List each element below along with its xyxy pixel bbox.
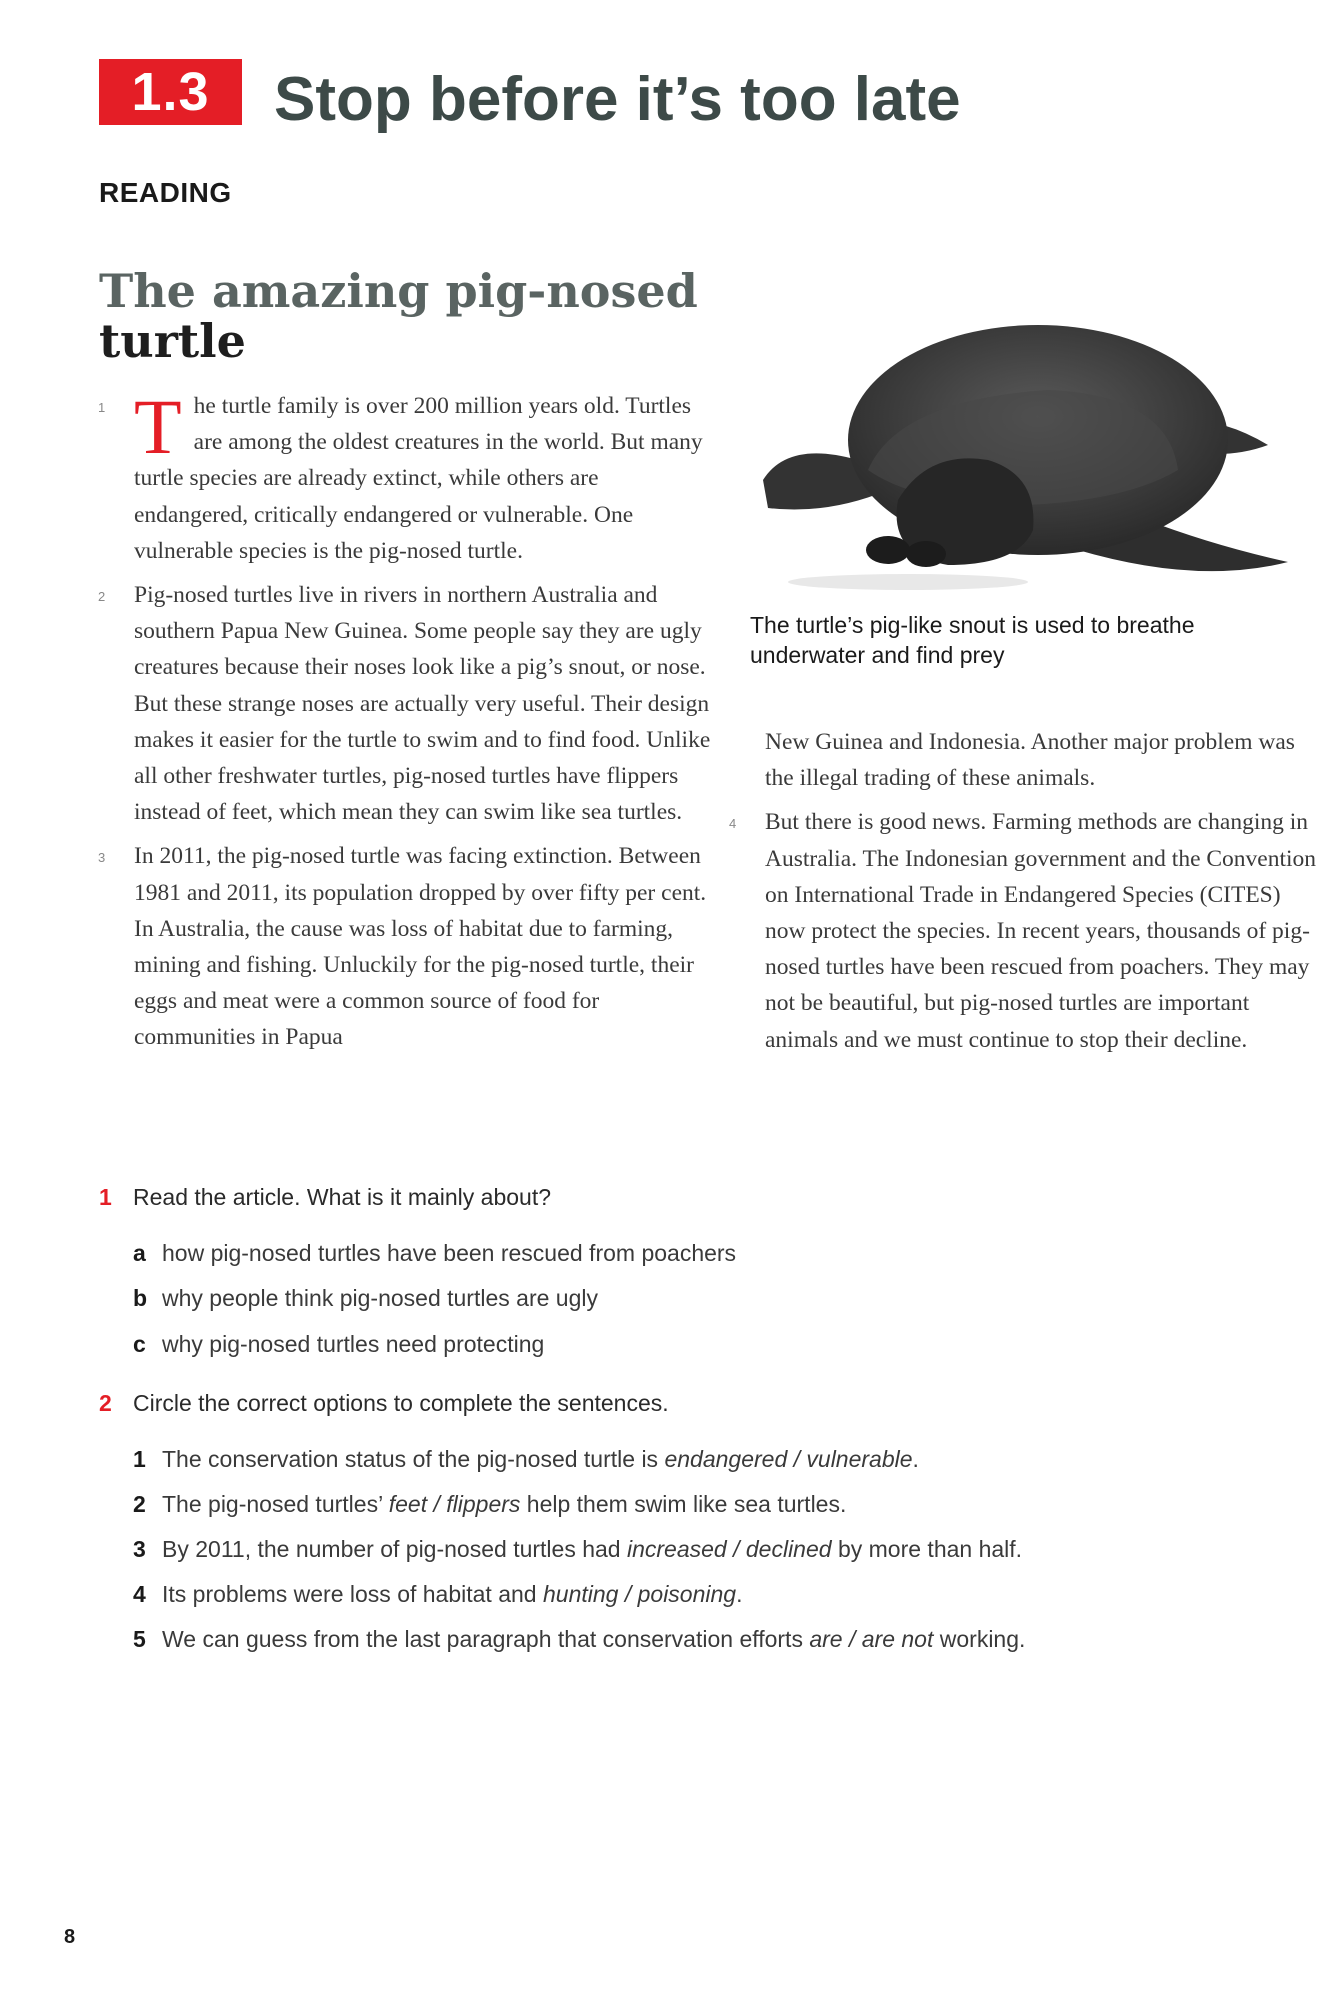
paragraph-text: In 2011, the pig-nosed turtle was facing extinction. Between 1981 and 2011, its population dropped by over fifty per cent. In Australia, the cause was loss of habitat due to farming, mining and fishing. Unluckily for the pig-nosed turtle, their eggs and meat were a common source of food for communities in Papua (134, 843, 707, 1051)
option-text: why pig-nosed turtles need protecting (162, 1331, 545, 1357)
exercise-2-heading (99, 1390, 669, 1417)
item-text-before: The pig-nosed turtles’ (162, 1491, 389, 1517)
exercise-instruction: Read the article. What is it mainly about? (133, 1184, 552, 1210)
item-number: 5 (133, 1626, 146, 1652)
paragraph-1 (98, 383, 714, 569)
item-text-after: working. (933, 1626, 1026, 1652)
paragraph-2 (98, 577, 714, 830)
exercise-2-item-1 (133, 1446, 919, 1473)
photo-caption: The turtle’s pig-like snout is used to breathe underwater and find prey (750, 612, 1195, 668)
article-title-line2: turtle (99, 314, 246, 368)
paragraph-text: But there is good news. Farming methods are changing in Australia. The Indonesian government and the Convention on International Trade in Endangered Species (CITES) now protect the species. In recent years, thousands of pig-nosed turtles have been rescued from poachers. They may not be beautiful, but pig-nosed turtles are important animals and we must continue to stop their decline. (765, 809, 1317, 1053)
item-text-after: help them swim like sea turtles. (520, 1491, 847, 1517)
exercise-2-item-2 (133, 1491, 846, 1518)
exercise-2-item-3 (133, 1536, 1022, 1563)
paragraph-4 (729, 804, 1325, 1057)
exercise-2-item-4 (133, 1581, 742, 1608)
exercise-1-option-a[interactable] (133, 1240, 736, 1267)
article-column-right (729, 724, 1325, 1066)
article-column-left (98, 383, 714, 1064)
drop-cap: T (134, 383, 182, 470)
turtle-photo (748, 300, 1308, 600)
item-number: 1 (133, 1446, 146, 1472)
circle-options[interactable]: are / are not (809, 1626, 934, 1652)
paragraph-number: 3 (98, 850, 106, 866)
exercise-number: 2 (99, 1390, 112, 1416)
option-text: how pig-nosed turtles have been rescued from poachers (162, 1240, 737, 1266)
circle-options[interactable]: hunting / poisoning (542, 1581, 737, 1607)
paragraph-3 (98, 838, 714, 1055)
circle-options[interactable]: feet / flippers (388, 1491, 521, 1517)
paragraph-number: 2 (98, 589, 106, 605)
option-letter: b (133, 1285, 148, 1311)
exercise-instruction: Circle the correct options to complete the sentences. (133, 1390, 669, 1416)
circle-options[interactable]: increased / declined (626, 1536, 832, 1562)
option-letter: a (133, 1240, 146, 1266)
unit-number-badge: 1.3 (99, 59, 242, 125)
item-text-after: . (912, 1446, 919, 1472)
exercise-1-option-c[interactable] (133, 1331, 544, 1358)
paragraph-number: 1 (98, 400, 106, 415)
paragraph-text: Pig-nosed turtles live in rivers in northern Australia and southern Papua New Guinea. Some people say they are ugly creatures because their noses look like a pig’s snout, or nose. But these strange noses are actually very useful. Their design makes it easier for the turtle to swim and to find food. Unlike all other freshwater turtles, pig-nosed turtles have flippers instead of feet, which mean they can swim like sea turtles. (134, 582, 711, 826)
article-title (99, 266, 739, 366)
article-title-line1: The amazing pig-nosed (99, 264, 698, 318)
circle-options[interactable]: endangered / vulnerable (664, 1446, 913, 1472)
paragraph-3-continued (765, 724, 1325, 796)
option-text: why people think pig-nosed turtles are ugly (162, 1285, 598, 1311)
item-text-after: by more than half. (831, 1536, 1023, 1562)
exercise-1-heading (99, 1184, 551, 1211)
item-text-before: By 2011, the number of pig-nosed turtles had (162, 1536, 627, 1562)
page-number: 8 (64, 1926, 76, 1948)
unit-title: Stop before it’s too late (274, 65, 961, 134)
exercise-number: 1 (99, 1184, 112, 1210)
item-text-after: . (736, 1581, 743, 1607)
option-letter: c (133, 1331, 146, 1357)
paragraph-text: New Guinea and Indonesia. Another major problem was the illegal trading of these animals. (765, 729, 1295, 792)
section-label: READING (99, 177, 232, 208)
paragraph-text: he turtle family is over 200 million years old. Turtles are among the oldest creatures in the world. But many turtle species are already extinct, while others are endangered, critically endangered or vulnerable. One vulnerable species is the pig-nosed turtle. (134, 393, 703, 564)
exercise-1-option-b[interactable] (133, 1285, 598, 1312)
paragraph-number: 4 (729, 816, 737, 832)
item-text-before: The conservation status of the pig-nosed turtle is (162, 1446, 665, 1472)
item-number: 2 (133, 1491, 146, 1517)
item-number: 3 (133, 1536, 146, 1562)
item-text-before: Its problems were loss of habitat and (162, 1581, 543, 1607)
exercise-2-item-5 (133, 1626, 1025, 1653)
item-text-before: We can guess from the last paragraph that conservation efforts (162, 1626, 810, 1652)
item-number: 4 (133, 1581, 146, 1607)
